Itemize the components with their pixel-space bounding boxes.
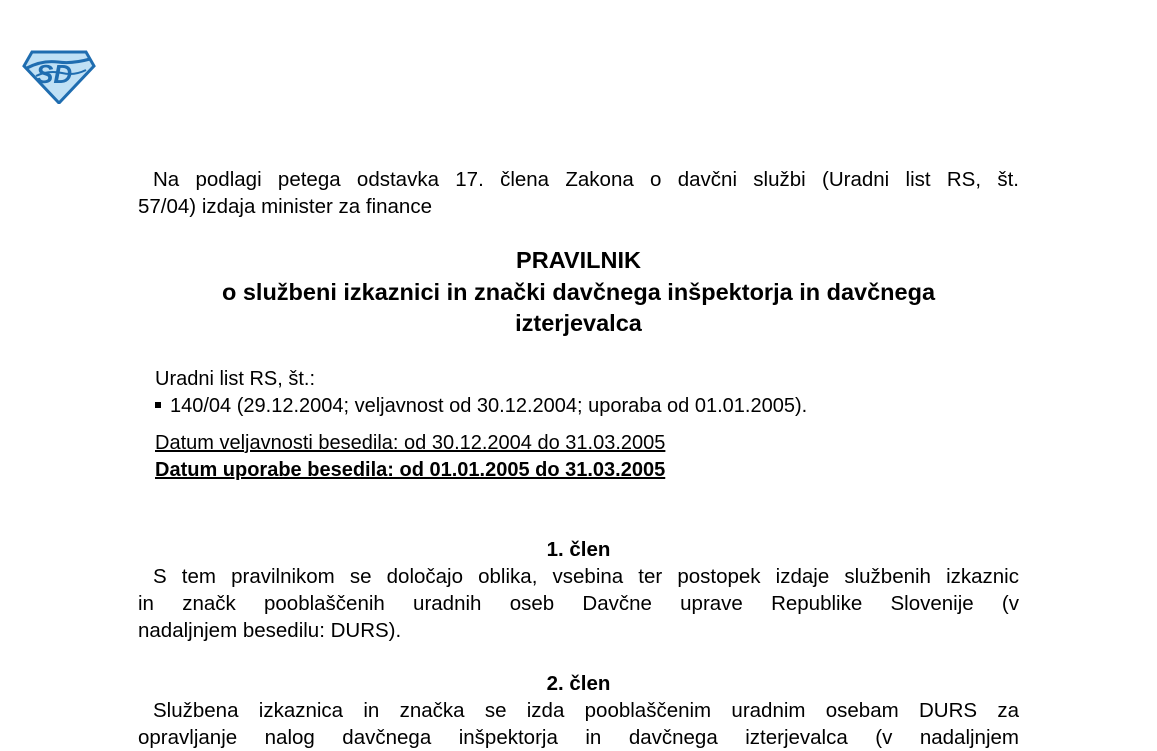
- application-date: Datum uporabe besedila: od 01.01.2005 do 31.03.2005: [155, 459, 666, 481]
- article-line: Službena izkaznica in značka se izda pooblaščenim uradnim osebam DURS za: [153, 699, 1019, 722]
- title-line: izterjevalca: [515, 310, 642, 336]
- validity-dates: [155, 430, 665, 484]
- bullet-icon: [155, 402, 161, 408]
- gazette-label: Uradni list RS, št.:: [155, 368, 316, 390]
- article-2-heading: 2. člen: [546, 672, 611, 695]
- article-line: opravljanje nalog davčnega inšpektorja in davčnega izterjevalca (v nadaljnjem: [138, 726, 1019, 749]
- article-line: in značk pooblaščenih uradnih oseb Davčne uprave Republike Slovenije (v: [138, 592, 1019, 615]
- article-1-heading: 1. člen: [546, 538, 611, 561]
- title-line: o službeni izkaznici in znački davčnega inšpektorja in davčnega: [221, 278, 936, 305]
- logo-text: SD: [36, 59, 73, 89]
- intro-line: Na podlagi petega odstavka 17. člena Zakona o davčni službi (Uradni list RS, št.: [153, 168, 1019, 191]
- intro-paragraph: [138, 166, 1019, 220]
- article-line: S tem pravilnikom se določajo oblika, vsebina ter postopek izdaje službenih izkaznic: [153, 565, 1019, 588]
- intro-line: 57/04) izdaja minister za finance: [138, 195, 432, 218]
- shield-logo-icon: [22, 50, 96, 104]
- gazette-entry: 140/04 (29.12.2004; veljavnost od 30.12.2004; uporaba od 01.01.2005).: [170, 395, 808, 417]
- document-title: [138, 245, 1019, 340]
- article-1-body: [138, 563, 1019, 644]
- gazette-info: [155, 366, 807, 420]
- organization-logo: [22, 50, 96, 104]
- title-line: PRAVILNIK: [516, 247, 641, 273]
- gazette-entry-item: [155, 393, 807, 420]
- article-line: nadaljnjem besedilu: DURS).: [138, 619, 402, 642]
- validity-date: Datum veljavnosti besedila: od 30.12.2004 do 31.03.2005: [155, 432, 666, 454]
